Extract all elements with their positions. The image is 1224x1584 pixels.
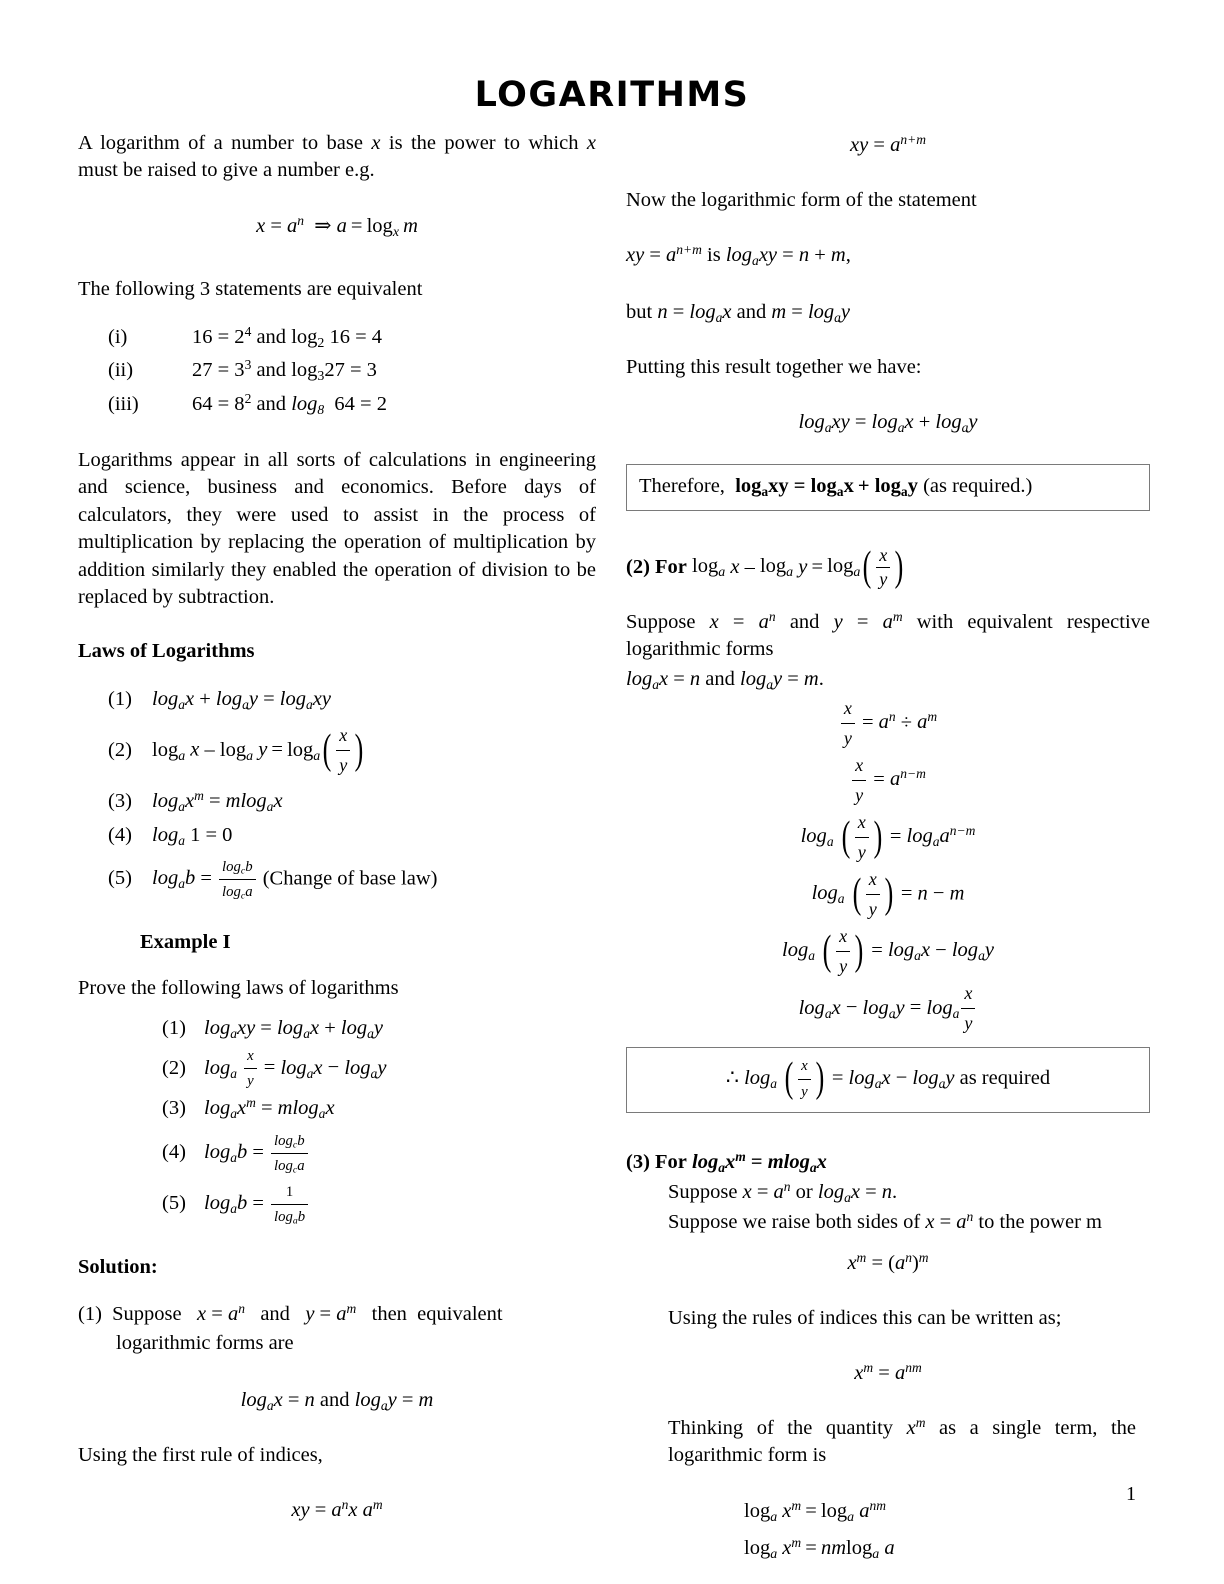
example-item xyxy=(162,1130,596,1177)
law-marker: (1) xyxy=(108,688,132,711)
proof-2-step-6: $\log_ax - \log_ay = \log_a$ $\frac{x}{y}$ xyxy=(626,980,1150,1037)
solution-log-forms: $\log_ax = n$ and $\log_ay = m$ xyxy=(240,1389,434,1413)
example-marker: (2) xyxy=(162,1056,186,1079)
example-formula: $\log_ab$ = $\frac{\log_cb}{\log_ca}$ xyxy=(204,1130,596,1177)
boxed-result-2 xyxy=(626,1047,1150,1112)
equivalent-statements-list xyxy=(108,321,596,421)
list-text: $27 = 3^3$ and $\log_327 = 3$ xyxy=(192,357,377,385)
law-marker: (5) xyxy=(108,867,132,890)
list-marker: (iii) xyxy=(108,392,139,415)
proof-2-marker: (2) xyxy=(626,555,650,578)
proof-3-indices-lead: Using the rules of indices this can be written as; xyxy=(668,1306,1062,1329)
proof-2-step-1: $\frac{x}{y}$ = $a^n \div a^m$ xyxy=(626,695,1150,752)
proof-3-block xyxy=(626,1147,1150,1238)
putting-together-lead: Putting this result together we have: xyxy=(626,355,922,378)
law-marker: (4) xyxy=(108,823,132,846)
example-list xyxy=(162,1012,596,1228)
proof-3-eq-3: $\log_a x^m = \log_a a^{nm}$ xyxy=(744,1497,887,1525)
proof-3-marker: (3) xyxy=(626,1150,650,1173)
proof-3-for: For xyxy=(655,1150,687,1173)
proof-2-step-2: $\frac{x}{y}$ = $a^{n-m}$ xyxy=(626,752,1150,809)
example-item xyxy=(162,1181,596,1228)
proof-3-thinking: Thinking of the quantity $x^m$ as a single term, the logarithmic form is xyxy=(668,1414,1136,1467)
proof-3-raise: Suppose we raise both sides of $x = a^n$ to the power m xyxy=(668,1209,1102,1234)
boxed-2-suffix: as required xyxy=(959,1066,1051,1089)
indices-lead: Using the first rule of indices, xyxy=(78,1443,323,1466)
laws-list xyxy=(108,683,596,903)
list-text: $64 = 8^2$ and $\log_8 64 = 2$ xyxy=(192,390,387,417)
boxed-1-suffix: (as required.) xyxy=(923,474,1033,497)
proof-2-step-5: $\log_a$ ( $\frac{x}{y}$ ) = $\log_ax - \log_ay$ xyxy=(626,923,1150,980)
law-formula: $\log_a x - \log_a y = \log_a$( $\frac{x}{y}$ ) xyxy=(152,722,596,779)
example-formula: $\log_ax^m = mlog_ax$ xyxy=(204,1095,335,1122)
example-marker: (1) xyxy=(162,1017,186,1039)
example-item xyxy=(162,1045,596,1092)
equivalent-statements-lead: The following 3 statements are equivalent xyxy=(78,277,423,300)
list-marker: (ii) xyxy=(108,359,134,382)
intro-equation: $x = a^n$ ⇒ $a = \log_x m$ xyxy=(256,212,418,240)
solution-heading: Solution: xyxy=(78,1256,158,1279)
law-item xyxy=(108,722,596,779)
eq-result-sum: $\log_axy = \log_ax + \log_ay$ xyxy=(798,411,978,435)
line-but: but $n = \log_ax$ and $m = \log_ay$ xyxy=(626,300,851,325)
law-formula: $\log_ab$ = $\frac{\log_cb}{\log_ca}$ (Change of base law) xyxy=(152,856,596,903)
left-column xyxy=(78,130,596,1526)
example-lead: Prove the following laws of logarithms xyxy=(78,976,399,999)
page-title: LOGARITHMS xyxy=(474,75,750,115)
proof-2-heading: (2) For $\log_a x - \log_a y = \log_a$( $\frac{x}{y}$ ) xyxy=(626,544,904,591)
eq-xy-anm: xy = $a^{n+m}$ xyxy=(850,131,926,156)
example-marker: (4) xyxy=(162,1141,186,1164)
proof-3-statement: $\log_ax^m = mlog_ax$ xyxy=(692,1148,827,1175)
right-column xyxy=(626,130,1150,1563)
proof-3-eq-4: $\log_a x^m = nmlog_a$ a xyxy=(744,1534,895,1562)
proof-3-eq-1: $x^m = (a^n)^m$ xyxy=(847,1249,929,1274)
example-formula: $\log_a$ $\frac{x}{y}$ = $\log_ax - \log_ay$ xyxy=(204,1045,596,1092)
law-item xyxy=(108,785,596,818)
solution-continuation: logarithmic forms are xyxy=(116,1332,294,1355)
boxed-1-equation: $\log_axy = \log_ax + \log_ay$ xyxy=(735,474,918,499)
boxed-2-equation: ∴ $\log_a$ ( $\frac{x}{y}$ ) = $\log_ax - \log_ay$ as required xyxy=(725,1055,1051,1102)
example-formula: $\log_ab$ = $\frac{1}{\log_ab}$ xyxy=(204,1181,596,1228)
example-item xyxy=(162,1012,596,1045)
law-item xyxy=(108,856,596,903)
law-formula: $\log_a 1 = 0$ xyxy=(152,823,233,848)
law-marker: (2) xyxy=(108,738,132,761)
list-item xyxy=(108,354,596,387)
law-item xyxy=(108,683,596,716)
law-formula: $\log_ax^m = mlog_ax$ xyxy=(152,788,283,815)
proof-2-step-3: $\log_a$ ( $\frac{x}{y}$ ) = $\log_aa^{n-m}$ xyxy=(626,809,1150,866)
list-text: $16 = 2^4$ and $\log_2 16 = 4$ xyxy=(192,324,383,352)
example-marker: (3) xyxy=(162,1097,186,1120)
list-item xyxy=(108,321,596,354)
law-marker: (3) xyxy=(108,790,132,813)
solution-item: (1) Suppose $x = a^n$ and $y = a^m$ then equivalent logarithmic forms are xyxy=(78,1300,596,1359)
proof-2-step-4: $\log_a$ ( $\frac{x}{y}$ ) = n − m xyxy=(626,866,1150,923)
proof-3-suppose: Suppose $x = a^n$ or $\log_ax = n$. xyxy=(668,1179,898,1206)
solution-marker: (1) xyxy=(78,1302,102,1325)
line-is: xy = $a^{n+m}$ is $\log_axy = n + m$, xyxy=(626,242,851,268)
list-marker: (i) xyxy=(108,326,128,349)
law-item xyxy=(108,819,596,852)
example-formula: $\log_axy = \log_ax + \log_ay$ xyxy=(204,1017,383,1041)
proof-3-eq-2: $x^m = a^{nm}$ xyxy=(854,1360,922,1385)
intro-paragraph: A logarithm of a number to base x is the power to which x must be raised to give a number e.g. xyxy=(78,132,596,182)
proof-2-forms: $\log_ax = n$ and $\log_ay = m$. xyxy=(626,667,824,692)
log-form-lead: Now the logarithmic form of the statement xyxy=(626,188,977,211)
body-paragraph: Logarithms appear in all sorts of calculations in engineering and science, business and economics. Before days of calculators, they were used to assist in the process of multiplication by replacing the operation of multiplication by addition similarly they enabled the operation of division to be replaced by subtraction. xyxy=(78,448,596,609)
proof-2-suppose: Suppose $x = a^n$ and $y = a^m$ with equivalent respective logarithmic forms xyxy=(626,608,1150,661)
example-marker: (5) xyxy=(162,1192,186,1215)
laws-heading: Laws of Logarithms xyxy=(78,639,255,662)
boxed-result-1 xyxy=(626,464,1150,511)
boxed-1-prefix: Therefore, xyxy=(639,474,725,497)
proof-2-for: For xyxy=(655,555,687,578)
law-formula: $\log_ax + \log_ay = \log_axy$ xyxy=(152,688,331,712)
example-heading: Example I xyxy=(140,931,231,954)
example-item xyxy=(162,1092,596,1125)
page-number: 1 xyxy=(1126,1483,1136,1505)
indices-equation: xy = $a^nx$ $a^m$ xyxy=(291,1497,383,1522)
list-item xyxy=(108,388,596,421)
